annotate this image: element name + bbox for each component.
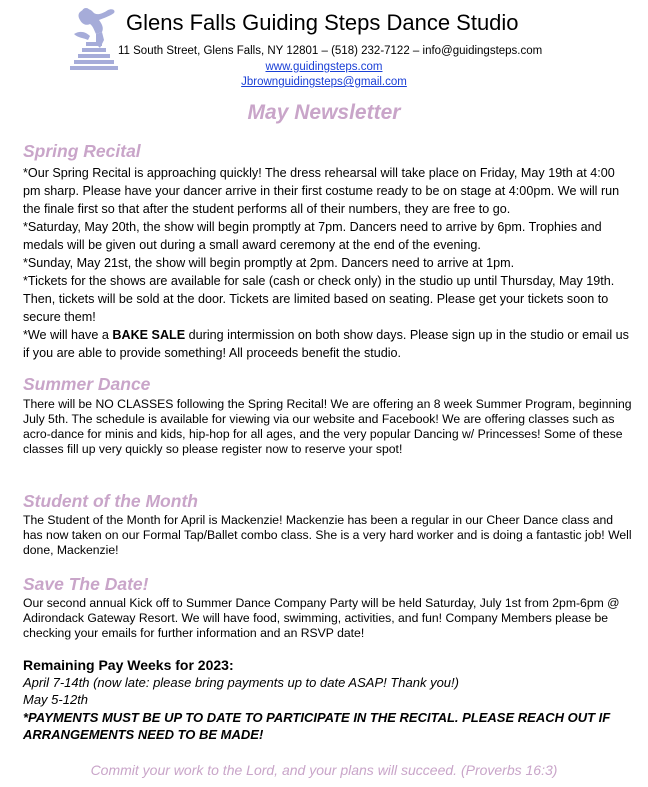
section-title-student-of-month: Student of the Month <box>23 491 198 511</box>
bake-sale-text-after: during intermission on both show days. Please sign up in the studio or email us if you are able to provide something! All proceeds benefit the studio. <box>23 328 629 360</box>
contact-line: 11 South Street, Glens Falls, NY 12801 – (518) 232-7122 – info@guidingsteps.com <box>118 45 543 57</box>
pay-week-may: May 5-12th <box>23 692 89 707</box>
bake-sale-text-before: *We will have a <box>23 328 113 342</box>
newsletter-title: May Newsletter <box>247 101 401 124</box>
studio-name: Glens Falls Guiding Steps Dance Studio <box>126 10 519 35</box>
section-title-spring-recital: Spring Recital <box>23 141 141 161</box>
save-the-date-body: Our second annual Kick off to Summer Dance Company Party will be held Saturday, July 1st from 2pm-6pm @ Adirondack Gateway Resort. We will have food, swimming, activities, and fun! Company Members please be checking your emails for further information and an RSVP date! <box>23 596 620 640</box>
recital-bake-sale-paragraph <box>23 326 635 362</box>
section-title-summer-dance: Summer Dance <box>23 374 151 394</box>
recital-tickets-paragraph: *Tickets for the shows are available for sale (cash or check only) in the studio up until Thursday, May 19th. Then, tickets will be sold at the door. Tickets are limited based on seating. Please get your tickets soon to secure them! <box>23 274 615 324</box>
recital-sunday-paragraph: *Sunday, May 21st, the show will begin promptly at 2pm. Dancers need to arrive at 1pm. <box>23 256 515 270</box>
pay-weeks-title: Remaining Pay Weeks for 2023: <box>23 657 234 673</box>
pay-week-april: April 7-14th (now late: please bring payments up to date ASAP! Thank you!) <box>23 675 459 690</box>
spring-recital-body <box>23 164 635 362</box>
email-link[interactable]: Jbrownguidingsteps@gmail.com <box>241 76 407 88</box>
letterhead <box>0 0 648 92</box>
recital-saturday-paragraph: *Saturday, May 20th, the show will begin promptly at 7pm. Dancers need to arrive by 6pm. Trophies and medals will be given out during a small award ceremony at the end of the evening. <box>23 220 602 252</box>
payment-warning: *PAYMENTS MUST BE UP TO DATE TO PARTICIPATE IN THE RECITAL. PLEASE REACH OUT IF ARRANGEMENTS NEED TO BE MADE! <box>23 710 611 742</box>
website-link[interactable]: www.guidingsteps.com <box>265 61 383 73</box>
recital-rehearsal-paragraph: *Our Spring Recital is approaching quickly! The dress rehearsal will take place on Friday, May 19th at 4:00 pm sharp. Please have your dancer arrive in their first costume ready to be on stage at 4:00pm. We will run the finale first so that after the student performs all of their numbers, they are free to go. <box>23 166 620 216</box>
section-title-save-the-date: Save The Date! <box>23 574 149 594</box>
footer-quote: Commit your work to the Lord, and your plans will succeed. (Proverbs 16:3) <box>90 762 558 778</box>
bake-sale-emphasis: BAKE SALE <box>112 328 186 342</box>
summer-dance-body: There will be NO CLASSES following the Spring Recital! We are offering an 8 week Summer Program, beginning July 5th. The schedule is available for viewing via our website and Facebook! We are offering classes such as acro-dance for minis and kids, hip-hop for all ages, and the very popular Dancing w/ Princesses! Some of these classes fill up very quickly so please register now to reserve your spot! <box>23 397 632 456</box>
student-of-month-body: The Student of the Month for April is Mackenzie! Mackenzie has been a regular in our Cheer Dance class and has now taken on our Formal Tap/Ballet combo class. She is a very hard worker and is doing a fantastic job! Well done, Mackenzie! <box>23 513 632 557</box>
